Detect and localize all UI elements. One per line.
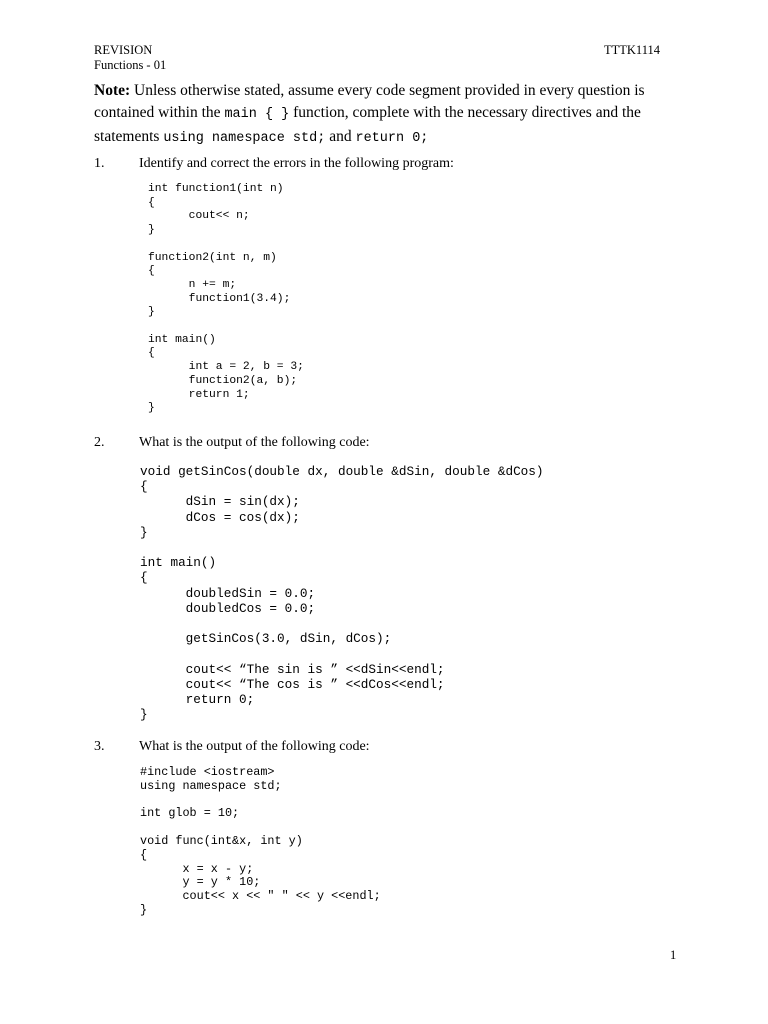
question-3-number: 3. xyxy=(94,739,105,754)
note-text-a: Unless otherwise stated, assume every code segment provided in every question is contained within the xyxy=(94,82,645,121)
code-line: } xyxy=(140,707,148,723)
header-subtitle: Functions - 01 xyxy=(94,58,167,72)
code-line: { xyxy=(148,347,155,360)
code-line: void func(int&x, int y) xyxy=(140,833,303,848)
code-line: } xyxy=(148,402,155,415)
question-2-text: What is the output of the following code: xyxy=(139,435,370,450)
code-line: y = y * 10; xyxy=(140,875,261,890)
question-2-code-block xyxy=(140,464,544,722)
code-line: void getSinCos(double dx, double &dSin, double &dCos) xyxy=(140,464,544,479)
code-line: } xyxy=(140,524,148,540)
code-line xyxy=(140,616,544,631)
code-line: function2(a, b); xyxy=(148,374,298,387)
question-3-code-block xyxy=(140,766,381,918)
note-code-main: main { } xyxy=(224,107,290,122)
header-course-code: TTTK1114 xyxy=(604,43,661,57)
page-number: 1 xyxy=(670,948,677,962)
code-line: cout<< x << " " << y <<endl; xyxy=(140,889,381,904)
code-line: int glob = 10; xyxy=(140,806,240,821)
code-line: getSinCos(3.0, dSin, dCos); xyxy=(140,631,392,647)
note-label: Note: xyxy=(94,82,131,99)
question-1-text: Identify and correct the errors in the following program: xyxy=(139,156,454,171)
code-line: { xyxy=(148,265,155,278)
code-line: } xyxy=(148,224,155,237)
code-line: { xyxy=(140,479,148,495)
code-line: int main() xyxy=(140,555,217,571)
code-line: doubledSin = 0.0; xyxy=(140,585,316,601)
code-line: int function1(int n) xyxy=(148,183,284,195)
question-1-number: 1. xyxy=(94,156,105,171)
code-line: n += m; xyxy=(148,278,237,291)
note-paragraph xyxy=(94,80,694,150)
code-line: int main() xyxy=(148,333,216,346)
code-line xyxy=(140,821,381,835)
code-line xyxy=(148,238,304,252)
code-line: return 0; xyxy=(140,692,255,708)
note-code-namespace: using namespace std; xyxy=(163,131,326,146)
note-text-c: and xyxy=(325,128,356,145)
code-line: function2(int n, m) xyxy=(148,251,277,264)
code-line: { xyxy=(148,196,155,209)
code-line: { xyxy=(140,570,148,586)
code-line: { xyxy=(140,847,148,862)
question-2-number: 2. xyxy=(94,435,105,450)
code-line: dSin = sin(dx); xyxy=(140,494,300,510)
code-line xyxy=(148,320,304,334)
header-title: REVISION xyxy=(94,43,153,57)
code-line: cout<< “The cos is ” <<dCos<<endl; xyxy=(140,676,445,692)
question-1-code-block xyxy=(148,183,304,416)
code-line: } xyxy=(148,306,155,319)
code-line: dCos = cos(dx); xyxy=(140,509,300,525)
code-line: int a = 2, b = 3; xyxy=(148,361,304,374)
code-line: doubledCos = 0.0; xyxy=(140,600,316,616)
header-left xyxy=(94,43,166,73)
code-line: cout<< n; xyxy=(148,210,250,223)
note-code-return: return 0; xyxy=(355,131,429,146)
code-line xyxy=(140,540,544,555)
code-line: } xyxy=(140,902,148,917)
code-line xyxy=(140,646,544,661)
code-line: return 1; xyxy=(148,388,250,401)
code-line: function1(3.4); xyxy=(148,292,291,305)
code-line: cout<< “The sin is ” <<dSin<<endl; xyxy=(140,661,445,677)
code-line xyxy=(140,794,381,808)
code-line: using namespace std; xyxy=(140,778,282,793)
note-text-b: function, complete with the necessary directives and the statements xyxy=(94,104,641,145)
code-line: #include <iostream> xyxy=(140,765,275,779)
code-line: x = x - y; xyxy=(140,861,254,876)
question-3-text: What is the output of the following code: xyxy=(139,739,370,754)
